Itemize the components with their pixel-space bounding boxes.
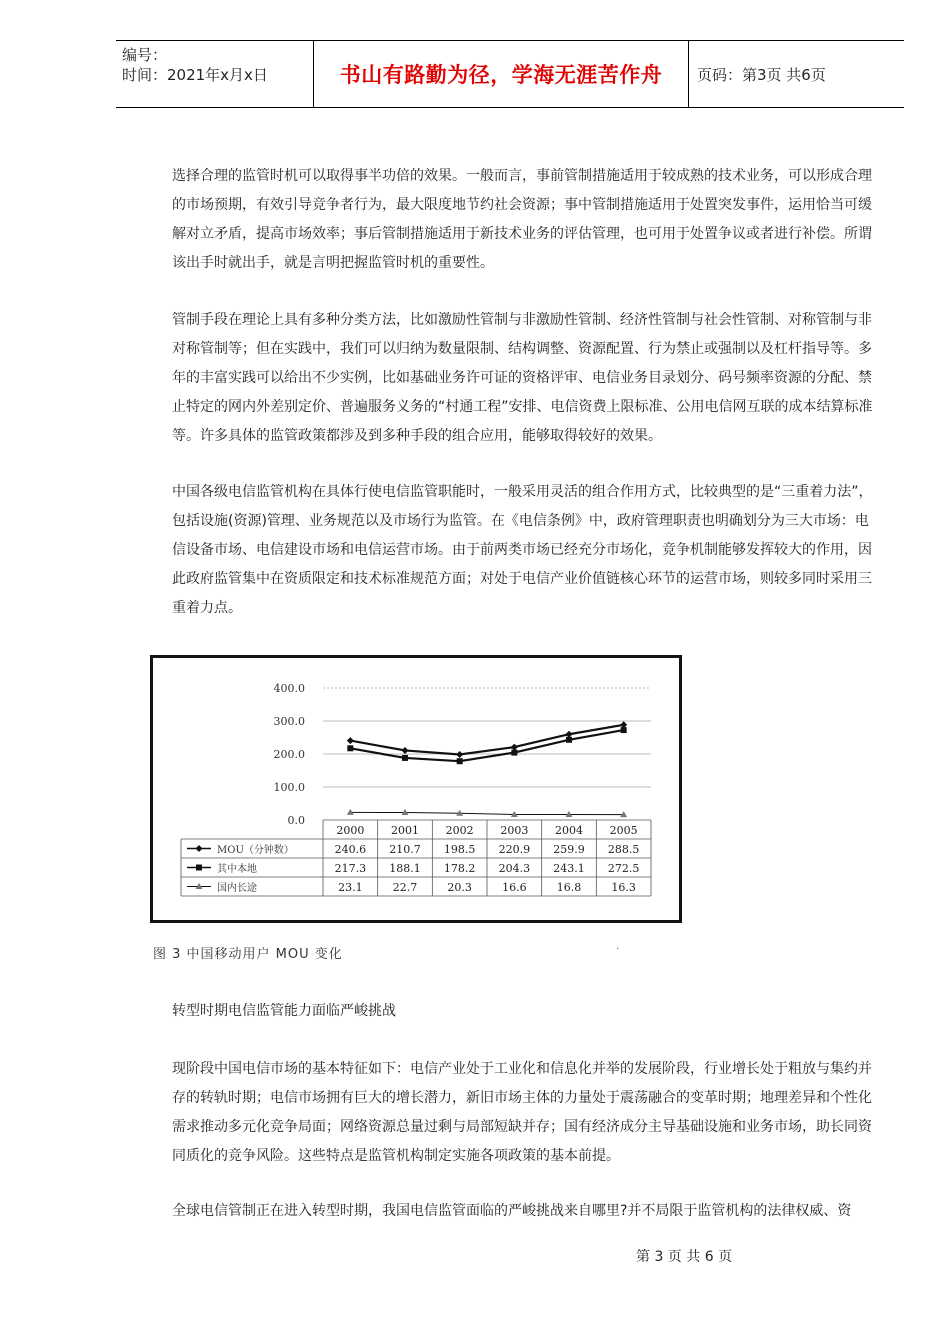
series-line [350,725,623,755]
paragraph-2-text: 管制手段在理论上具有多种分类方法，比如激励性管制与非激励性管制、经济性管制与社会性管制、对称管制与非对称管制等；但在实践中，我们可以归纳为数量限制、结构调整、资源配置、行为禁止或强制以及杠杆指导等。多年的丰富实践可以给出不少实例，比如基础业务许可证的资格评审、电信业务目录划分、码号频率资源的分配、禁止特定的网内外差别定价、普遍服务义务的“村通工程”安排、电信资费上限标准、公用电信网互联的成本结算标准等。许多具体的监管政策都涉及到多种手段的组合应用，能够取得较好的效果。 [172,312,873,444]
paragraph-5-text: 全球电信管制正在进入转型时期，我国电信监管面临的严峻挑战来自哪里?并不局限于监管机构的法律权威、资 [172,1203,852,1219]
figure-caption: 图 3 中国移动用户 MOU 变化 [153,947,343,962]
data-point-diamond [347,737,354,744]
data-point-diamond [511,744,518,751]
legend-marker [196,845,203,852]
mou-chart [153,658,679,920]
x-category-label: 2003 [500,824,529,837]
data-point-square [457,758,463,764]
data-point-square [621,727,627,733]
data-value-label: 272.5 [607,862,640,875]
data-point-triangle [566,811,573,817]
legend-series-name: MOU（分钟数） [217,845,294,856]
data-point-diamond [566,731,573,738]
number-label: 编号： [122,46,168,64]
legend-series-name: 其中本地 [217,864,257,875]
paragraph-1-text: 选择合理的监管时机可以取得事半功倍的效果。一般而言，事前管制措施适用于较成熟的技术业务，可以形成合理的市场预期，有效引导竞争者行为，最大限度地节约社会资源；事中管制措施适用于处置突发事件，运用恰当可缓解对立矛盾，提高市场效率；事后管制措施适用于新技术业务的评估管理，也可用于处置争议或者进行补偿。所谓该出手时就出手，就是言明把握监管时机的重要性。 [172,168,872,271]
data-value-label: 259.9 [553,843,585,856]
y-tick-label: 300.0 [273,715,305,728]
paragraph-4 [172,1055,882,1171]
legend-marker [196,865,202,871]
data-value-label: 178.2 [443,862,476,875]
paragraph-3-text: 中国各级电信监管机构在具体行使电信监管职能时，一般采用灵活的组合作用方式，比较典型的是“三重着力法”，包括设施(资源)管理、业务规范以及市场行为监管。在《电信条例》中，政府管理职责也明确划分为三大市场：电信设备市场、电信建设市场和电信运营市场。由于前两类市场已经充分市场化，竞争机制能够发挥较大的作用，因此政府监管集中在资质限定和技术标准规范方面；对处于电信产业价值链核心环节的运营市场，则较多同时采用三重着力点。 [172,484,873,616]
data-point-square [402,755,408,761]
page-footer: 第 3 页 共 6 页 [636,1249,733,1265]
series-line [350,812,623,814]
data-value-label: 243.1 [553,862,585,875]
paragraph-5 [172,1197,882,1226]
y-tick-label: 100.0 [273,781,305,794]
y-tick-label: 0.0 [287,814,305,827]
data-value-label: 188.1 [389,862,421,875]
x-category-label: 2005 [609,824,638,837]
time-label: 时间：2021年x月x日 [122,66,268,84]
data-value-label: 198.5 [443,843,476,856]
data-value-label: 16.3 [611,881,636,894]
data-value-label: 23.1 [338,881,363,894]
data-value-label: 288.5 [607,843,640,856]
data-value-label: 240.6 [334,843,367,856]
series-line [350,730,623,761]
data-point-square [566,737,572,743]
y-tick-label: 200.0 [273,748,305,761]
x-category-label: 2002 [445,824,474,837]
data-point-square [347,745,353,751]
figure-dot: · [616,944,620,955]
paragraph-2 [172,306,882,451]
data-point-triangle [347,809,354,815]
paragraph-1 [172,162,882,278]
data-value-label: 220.9 [498,843,531,856]
data-value-label: 20.3 [447,881,472,894]
x-category-label: 2004 [555,824,583,837]
header-page-label: 页码：第3页 共6页 [697,65,826,84]
header-motto: 书山有路勤为径，学海无涯苦作舟 [314,41,689,107]
data-value-label: 22.7 [392,881,418,894]
mou-chart-figure [150,655,682,923]
data-value-label: 210.7 [389,843,421,856]
y-tick-label: 400.0 [273,682,305,695]
document-header [116,40,904,108]
section-heading: 转型时期电信监管能力面临严峻挑战 [172,1003,396,1019]
data-value-label: 217.3 [334,862,367,875]
header-meta [116,41,314,107]
data-point-square [511,750,517,756]
data-value-label: 16.8 [556,881,582,894]
x-category-label: 2001 [391,824,419,837]
paragraph-4-text: 现阶段中国电信市场的基本特征如下：电信产业处于工业化和信息化并举的发展阶段，行业增长处于粗放与集约并存的转轨时期；电信市场拥有巨大的增长潜力，新旧市场主体的力量处于震荡融合的变革时期；地理差异和个性化需求推动多元化竞争局面；网络资源总量过剩与局部短缺并存；国有经济成分主导基础设施和业务市场，助长同资同质化的竞争风险。这些特点是监管机构制定实施各项政策的基本前提。 [172,1061,872,1164]
paragraph-3 [172,478,882,623]
data-value-label: 16.6 [502,881,527,894]
data-point-diamond [456,751,463,758]
legend-series-name: 国内长途 [217,883,257,894]
data-value-label: 204.3 [498,862,531,875]
data-point-diamond [402,747,409,754]
x-category-label: 2000 [336,824,365,837]
